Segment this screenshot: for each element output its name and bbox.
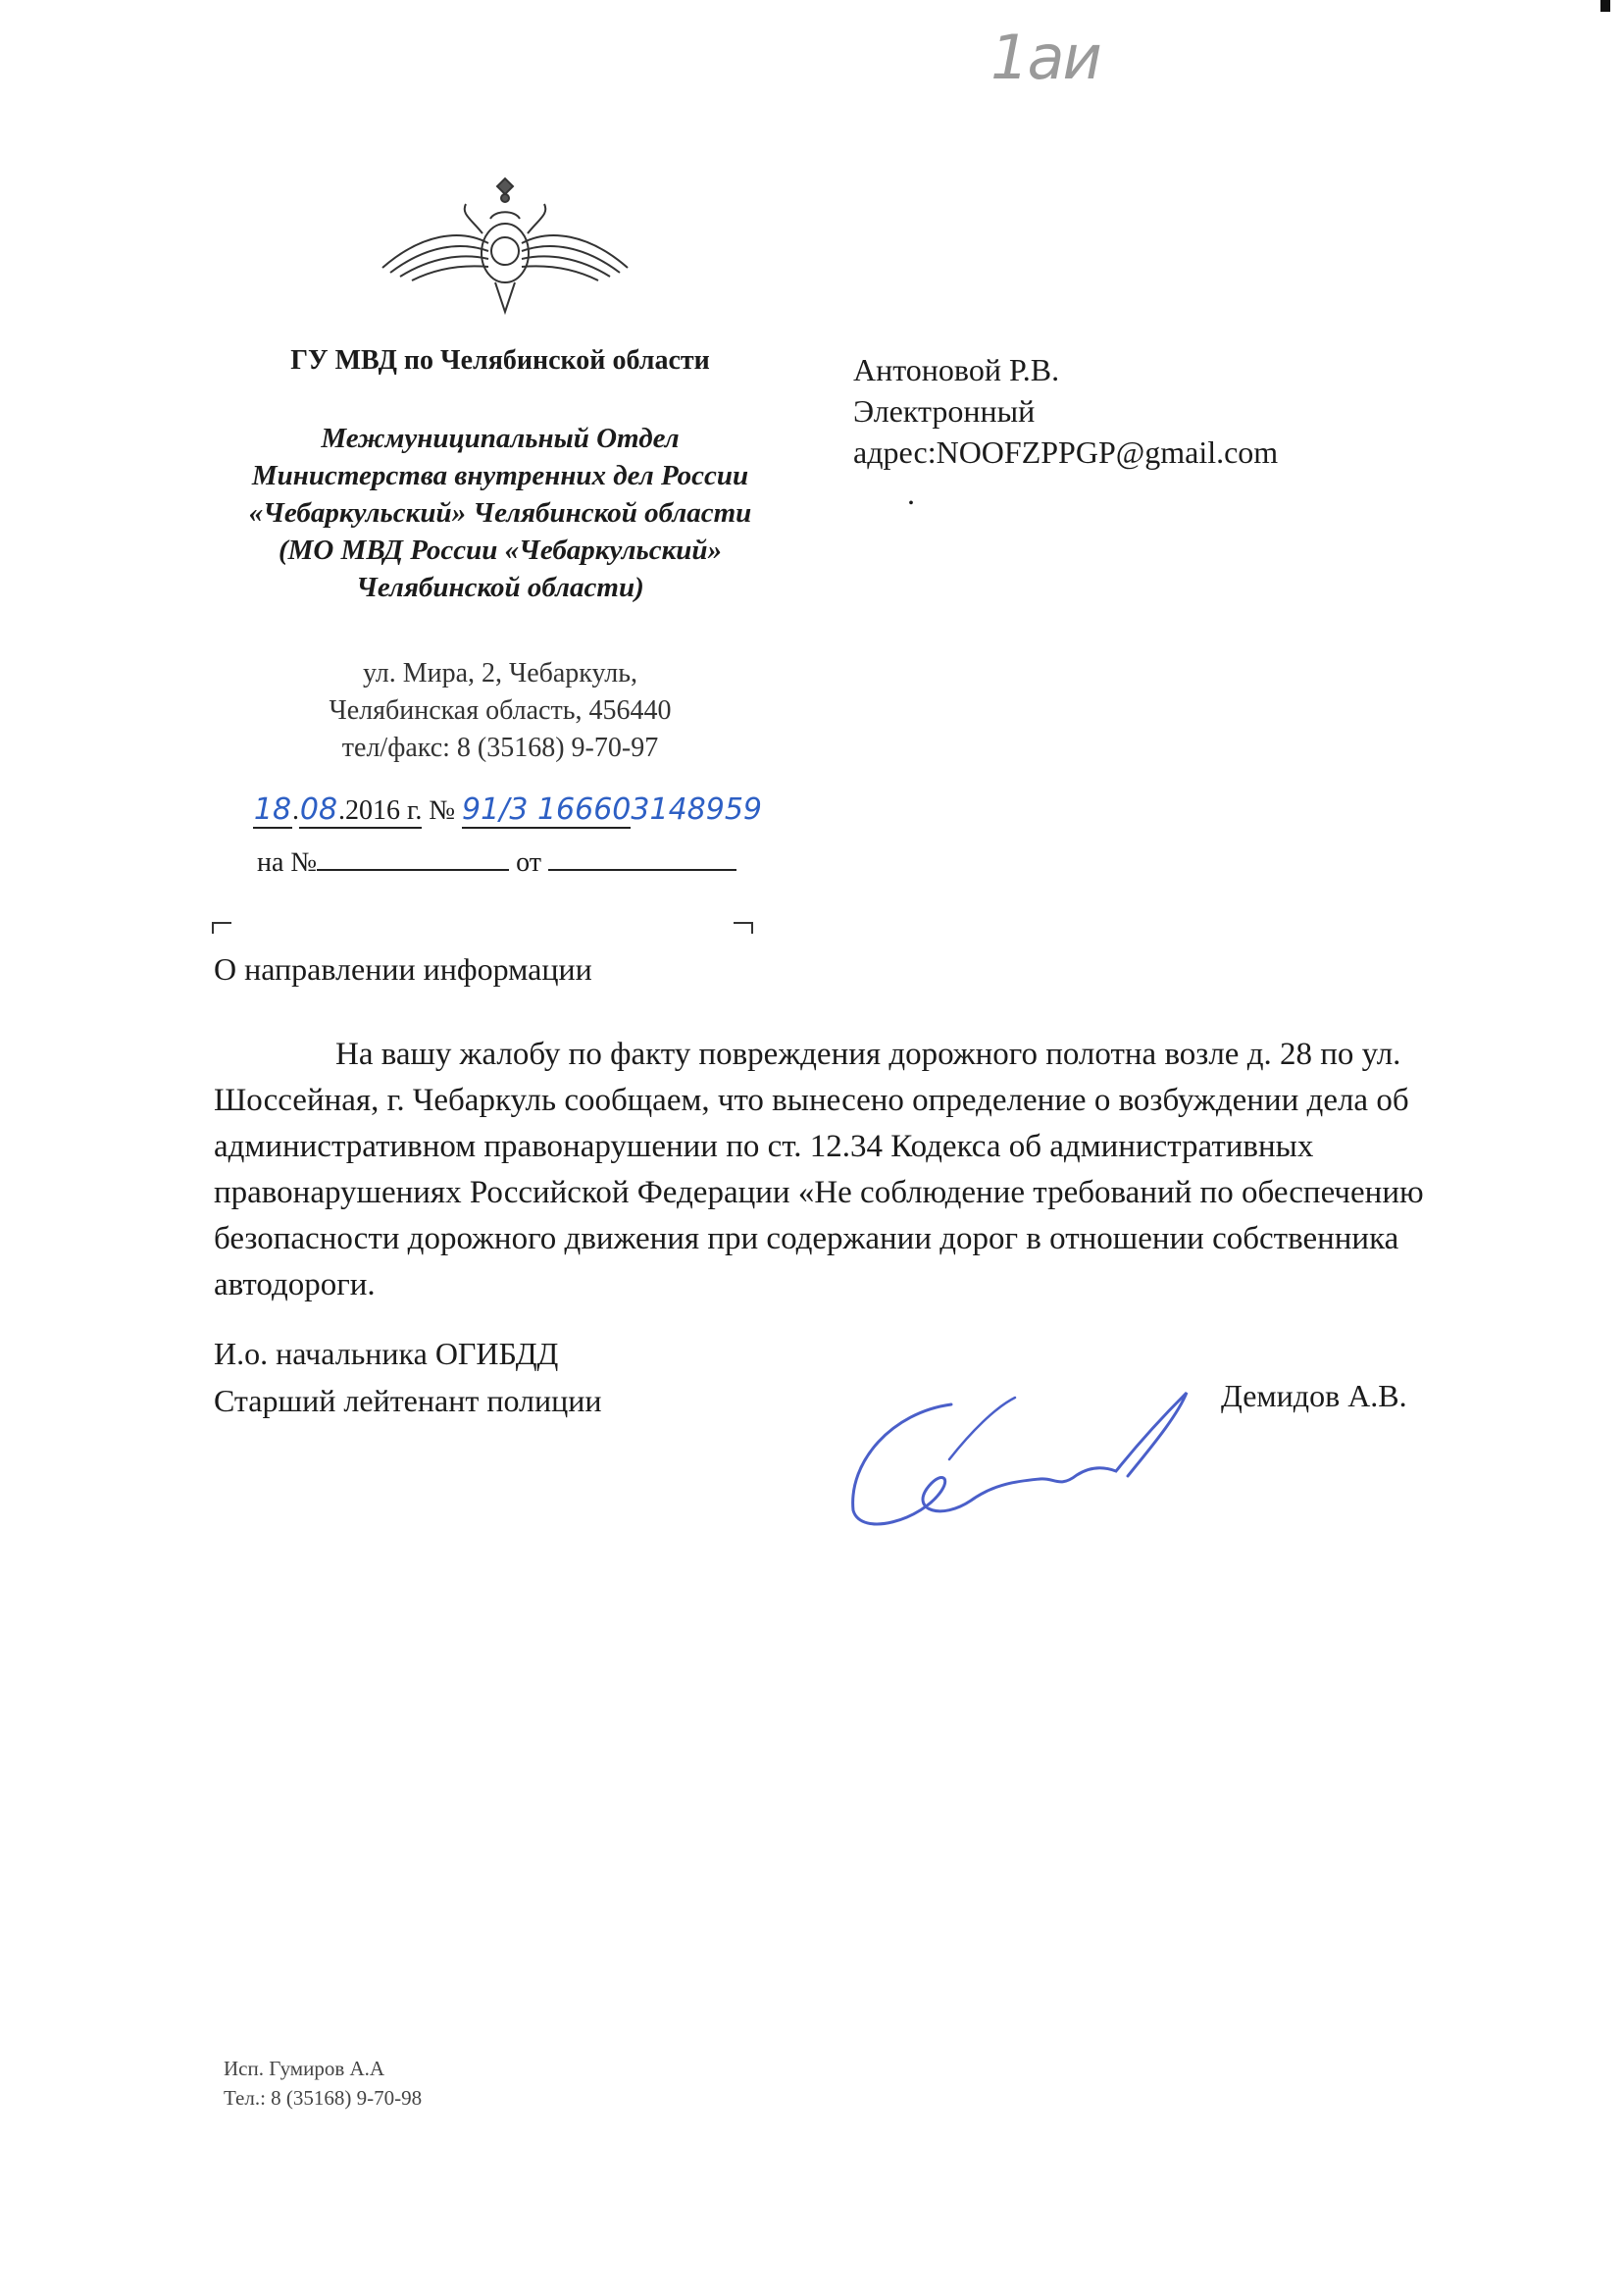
reference-from-label: от: [516, 847, 542, 878]
executor-block: [224, 2054, 422, 2113]
registration-line: [253, 792, 762, 829]
reference-label: на №: [257, 847, 318, 878]
organization-subtitle: [177, 420, 824, 606]
letter-body-paragraph: На вашу жалобу по факту повреждения дорожного полотна возле д. 28 по ул. Шоссейная, г. Чебаркуль сообщаем, что вынесено определение о возбуждении дела об административном правонарушении по ст. 12.34 Кодекса об административных правонарушениях Российской Федерации «Не соблюдение требований по обеспечению безопасности дорожного движения при содержании дорог в отношении собственника автодороги.: [214, 1037, 1424, 1302]
registration-number: 91/3 16660: [462, 792, 632, 827]
recipient-block: [853, 349, 1278, 514]
organization-subtitle-line: (МО МВД России «Чебаркульский»: [278, 535, 723, 566]
handwritten-signature: [834, 1373, 1196, 1540]
signatory-name: Демидов А.В.: [1221, 1378, 1407, 1413]
registration-number-label: №: [429, 795, 456, 826]
organization-subtitle-line: Челябинской области): [356, 572, 644, 603]
handwritten-annotation: 1аи: [990, 22, 1100, 93]
organization-title: ГУ МВД по Челябинской области: [290, 345, 710, 376]
registration-day: 18: [253, 792, 292, 827]
reference-line: [257, 845, 736, 879]
address-line: ул. Мира, 2, Чебаркуль,: [362, 658, 638, 688]
organization-subtitle-line: Министерства внутренних дел России: [251, 460, 749, 491]
address-line: тел/факс: 8 (35168) 9-70-97: [341, 733, 659, 763]
mvd-emblem-icon: [373, 175, 637, 322]
recipient-dot: .: [907, 476, 915, 511]
recipient-email: адрес:NOOFZPPGP@gmail.com: [853, 434, 1279, 470]
organization-address: [177, 655, 824, 767]
recipient-name: Антоновой Р.В.: [853, 352, 1060, 387]
letter-subject: О направлении информации: [214, 951, 592, 987]
registration-year: .2016 г.: [338, 795, 422, 829]
bracket-right: [734, 922, 753, 934]
reference-date-blank: [548, 845, 736, 871]
executor-name: Исп. Гумиров А.А: [224, 2057, 385, 2080]
reference-number-blank: [317, 845, 509, 871]
signatory-position-line: И.о. начальника ОГИБДД: [214, 1336, 559, 1371]
recipient-email-label: Электронный: [853, 393, 1036, 429]
registration-dot: .: [292, 795, 299, 826]
organization-subtitle-line: «Чебаркульский» Челябинской области: [248, 497, 752, 529]
signatory-position-line: Старший лейтенант полиции: [214, 1383, 602, 1418]
registration-number-suffix: 3148959: [631, 792, 762, 827]
bracket-left: [212, 922, 231, 934]
letter-body: [214, 1032, 1440, 1308]
organization-subtitle-line: Межмуниципальный Отдел: [321, 423, 680, 454]
executor-phone: Тел.: 8 (35168) 9-70-98: [224, 2086, 423, 2110]
registration-month: 08: [299, 792, 338, 827]
signatory-position: [214, 1330, 601, 1424]
scan-edge-mark: [1600, 0, 1610, 12]
address-line: Челябинская область, 456440: [329, 695, 672, 726]
